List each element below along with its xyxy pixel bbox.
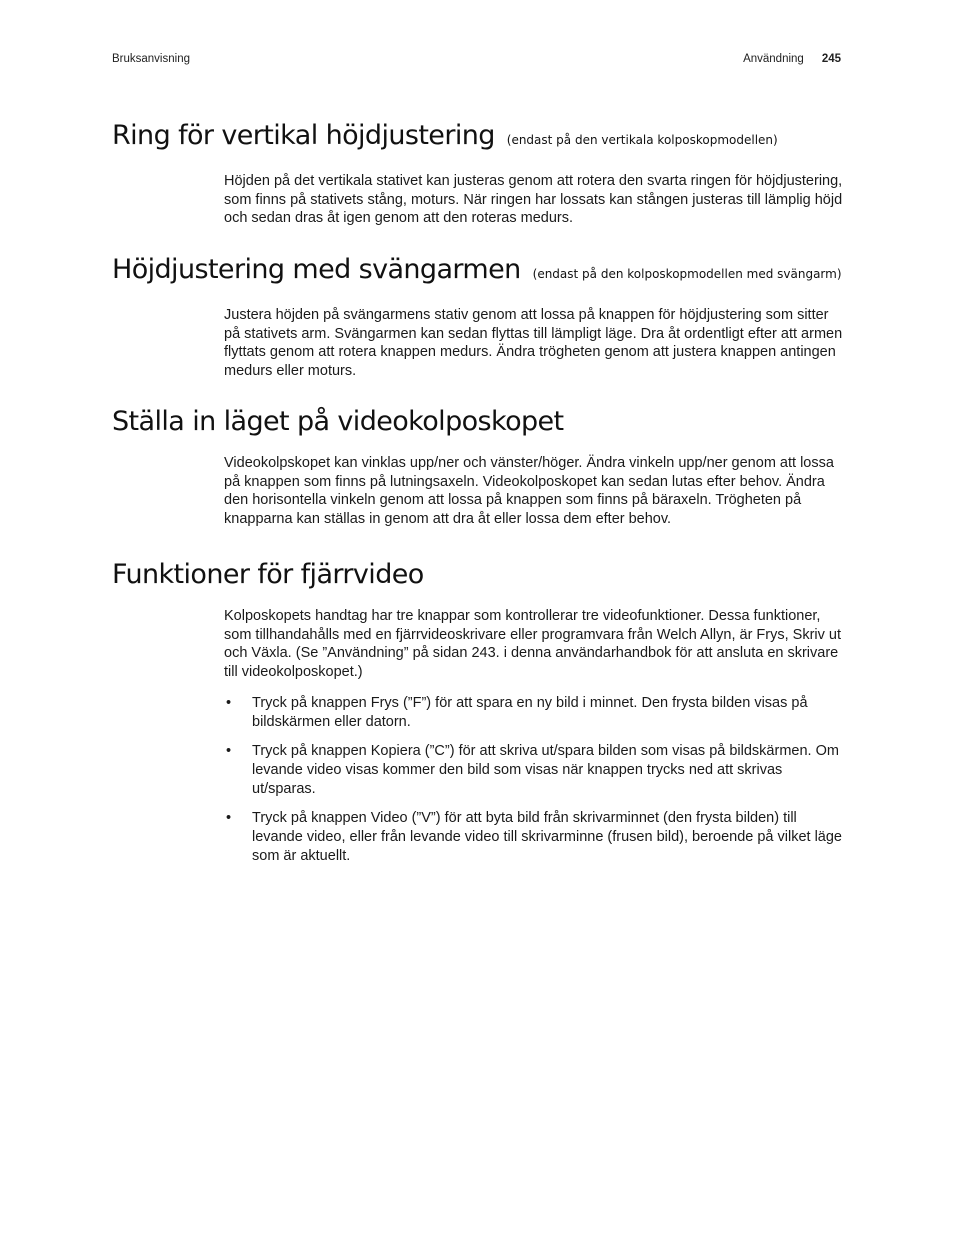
page-number: 245 xyxy=(821,53,841,65)
heading-text: Höjdjustering med svängarmen xyxy=(112,254,521,285)
header-right xyxy=(743,53,841,65)
bullet-symbol: • xyxy=(226,810,232,827)
section-heading xyxy=(112,252,842,292)
section-swing-arm-height xyxy=(112,252,842,381)
body-paragraph: Höjden på det vertikala stativet kan justeras genom att rotera den svarta ringen för höjdjustering, som finns på stativets stång, moturs. När ringen har lossats kan stången justeras till lämplig höjd och sedan dras åt igen genom att den roteras medurs. xyxy=(224,173,843,227)
heading-note: (endast på den vertikala kolposkopmodellen) xyxy=(506,133,778,147)
section-video-colposcope-position xyxy=(112,404,842,529)
heading-text: Funktioner för fjärrvideo xyxy=(112,559,424,590)
list-item xyxy=(224,809,844,865)
list-item-text: Tryck på knappen Frys (”F”) för att spara en ny bild i minnet. Den frysta bilden visas på bildskärmen eller datorn. xyxy=(252,694,808,730)
body-paragraph: Videokolpskopet kan vinklas upp/ner och vänster/höger. Ändra vinkeln upp/ner genom att lossa på knappen som finns på lutningsaxeln. Videokolposkopet kan sedan lutas efter behov. Ändra den horisontella vinkeln genom att lossa på knappen som finns på bäraxeln. Trögheten på knapparna kan ställas in genom att dra åt eller lossa dem efter behov. xyxy=(224,455,834,528)
section-vertical-height-ring xyxy=(112,118,842,228)
body-paragraph: Kolposkopets handtag har tre knappar som kontrollerar tre videofunktioner. Dessa funktioner, som tillhandahålls med en fjärrvideoskrivare eller programvara från Welch Allyn, är Frys, Skriv ut och Växla. (Se ”Användning” på sidan 243. i denna användarhandbok för att ansluta en skrivare till videokolposkopet.) xyxy=(224,608,842,681)
section-heading xyxy=(112,118,842,158)
bullet-list xyxy=(224,694,844,866)
section-heading xyxy=(112,557,842,593)
section-heading xyxy=(112,404,842,440)
list-item xyxy=(224,694,844,731)
document-title: Bruksanvisning xyxy=(112,53,190,65)
heading-text: Ställa in läget på videokolposkopet xyxy=(112,406,564,437)
section-name: Användning xyxy=(743,53,804,65)
list-item xyxy=(224,742,844,798)
bullet-symbol: • xyxy=(226,743,232,760)
list-item-text: Tryck på knappen Kopiera (”C”) för att skriva ut/spara bilden som visas på bildskärmen. Om levande video visas kommer den bild som visas när knappen trycks ned att skrivas ut/sparas. xyxy=(252,743,839,797)
heading-text: Ring för vertikal höjdjustering xyxy=(112,120,495,151)
running-header xyxy=(112,53,841,69)
bullet-symbol: • xyxy=(226,694,232,711)
list-item-text: Tryck på knappen Video (”V”) för att byta bild från skrivarminnet (den frysta bilden) till levande video, eller från levande video till skrivarminne (frusen bild), beroende på vilket läge som är aktuellt. xyxy=(252,810,842,864)
body-paragraph: Justera höjden på svängarmens stativ genom att lossa på knappen för höjdjustering som sitter på stativets arm. Svängarmen kan sedan flyttas till lämpligt läge. Dra åt ordentligt efter att armen flyttats genom att rotera knappen medurs. Ändra trögheten genom att justera knappen antingen medurs eller moturs. xyxy=(224,307,843,380)
heading-note: (endast på den kolposkopmodellen med svängarm) xyxy=(532,267,842,281)
section-remote-video-functions xyxy=(112,557,842,876)
